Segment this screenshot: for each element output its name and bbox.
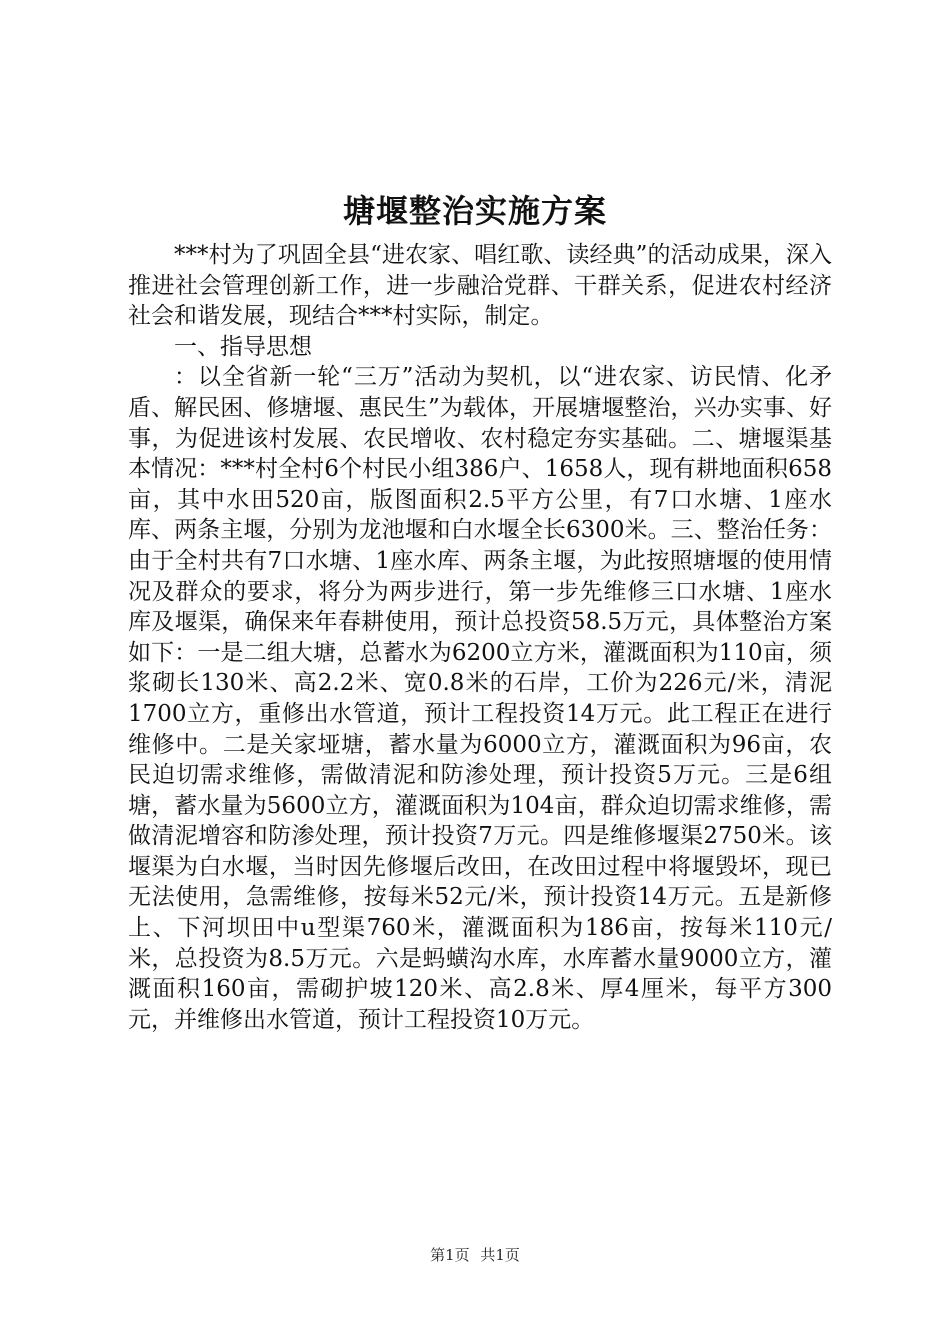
page-number: 第1页 — [430, 1246, 470, 1264]
page-total: 共1页 — [480, 1246, 520, 1264]
section-heading: 一、指导思想 — [174, 333, 312, 360]
document-body — [128, 240, 832, 1035]
intro-paragraph: ***村为了巩固全县“进农家、唱红歌、读经典”的活动成果，深入推进社会管理创新工作，进一步融洽党群、干群关系，促进农村经济社会和谐发展，现结合***村实际，制定。 — [128, 242, 832, 330]
page-footer — [0, 1244, 950, 1265]
main-paragraph: ：以全省新一轮“三万”活动为契机，以“进农家、访民情、化矛盾、解民困、修塘堰、惠民生”为载体，开展塘堰整治，兴办实事、好事，为促进该村发展、农民增收、农村稳定夯实基础。二、塘堰渠基本情况：***村全村6个村民小组386户、1658人，现有耕地面积658亩，其中水田520亩，版图面积2.5平方公里，有7口水塘、1座水库、两条主堰，分别为龙池堰和白水堰全长6300米。三、整治任务：由于全村共有7口水塘、1座水库、两条主堰，为此按照塘堰的使用情况及群众的要求，将分为两步进行，第一步先维修三口水塘、1座水库及堰渠，确保来年春耕使用，预计总投资58.5万元，具体整治方案如下：一是二组大塘，总蓄水为6200立方米，灌溉面积为110亩，须浆砌长130米、高2.2米、宽0.8米的石岸，工价为226元/米，清泥1700立方，重修出水管道，预计工程投资14万元。此工程正在进行维修中。二是关家垭塘，蓄水量为6000立方，灌溉面积为96亩，农民迫切需求维修，需做清泥和防渗处理，预计投资5万元。三是6组塘，蓄水量为5600立方，灌溉面积为104亩，群众迫切需求维修，需做清泥增容和防渗处理，预计投资7万元。四是维修堰渠2750米。该堰渠为白水堰，当时因先修堰后改田，在改田过程中将堰毁坏，现已无法使用，急需维修，按每米52元/米，预计投资14万元。五是新修上、下河坝田中u型渠760米，灌溉面积为186亩，按每米110元/米，总投资为8.5万元。六是蚂蟥沟水库，水库蓄水量9000立方，灌溉面积160亩，需砌护坡120米、高2.8米、厚4厘米，每平方300元，并维修出水管道，预计工程投资10万元。 — [128, 364, 832, 1033]
document-title: 塘堰整治实施方案 — [342, 192, 607, 230]
